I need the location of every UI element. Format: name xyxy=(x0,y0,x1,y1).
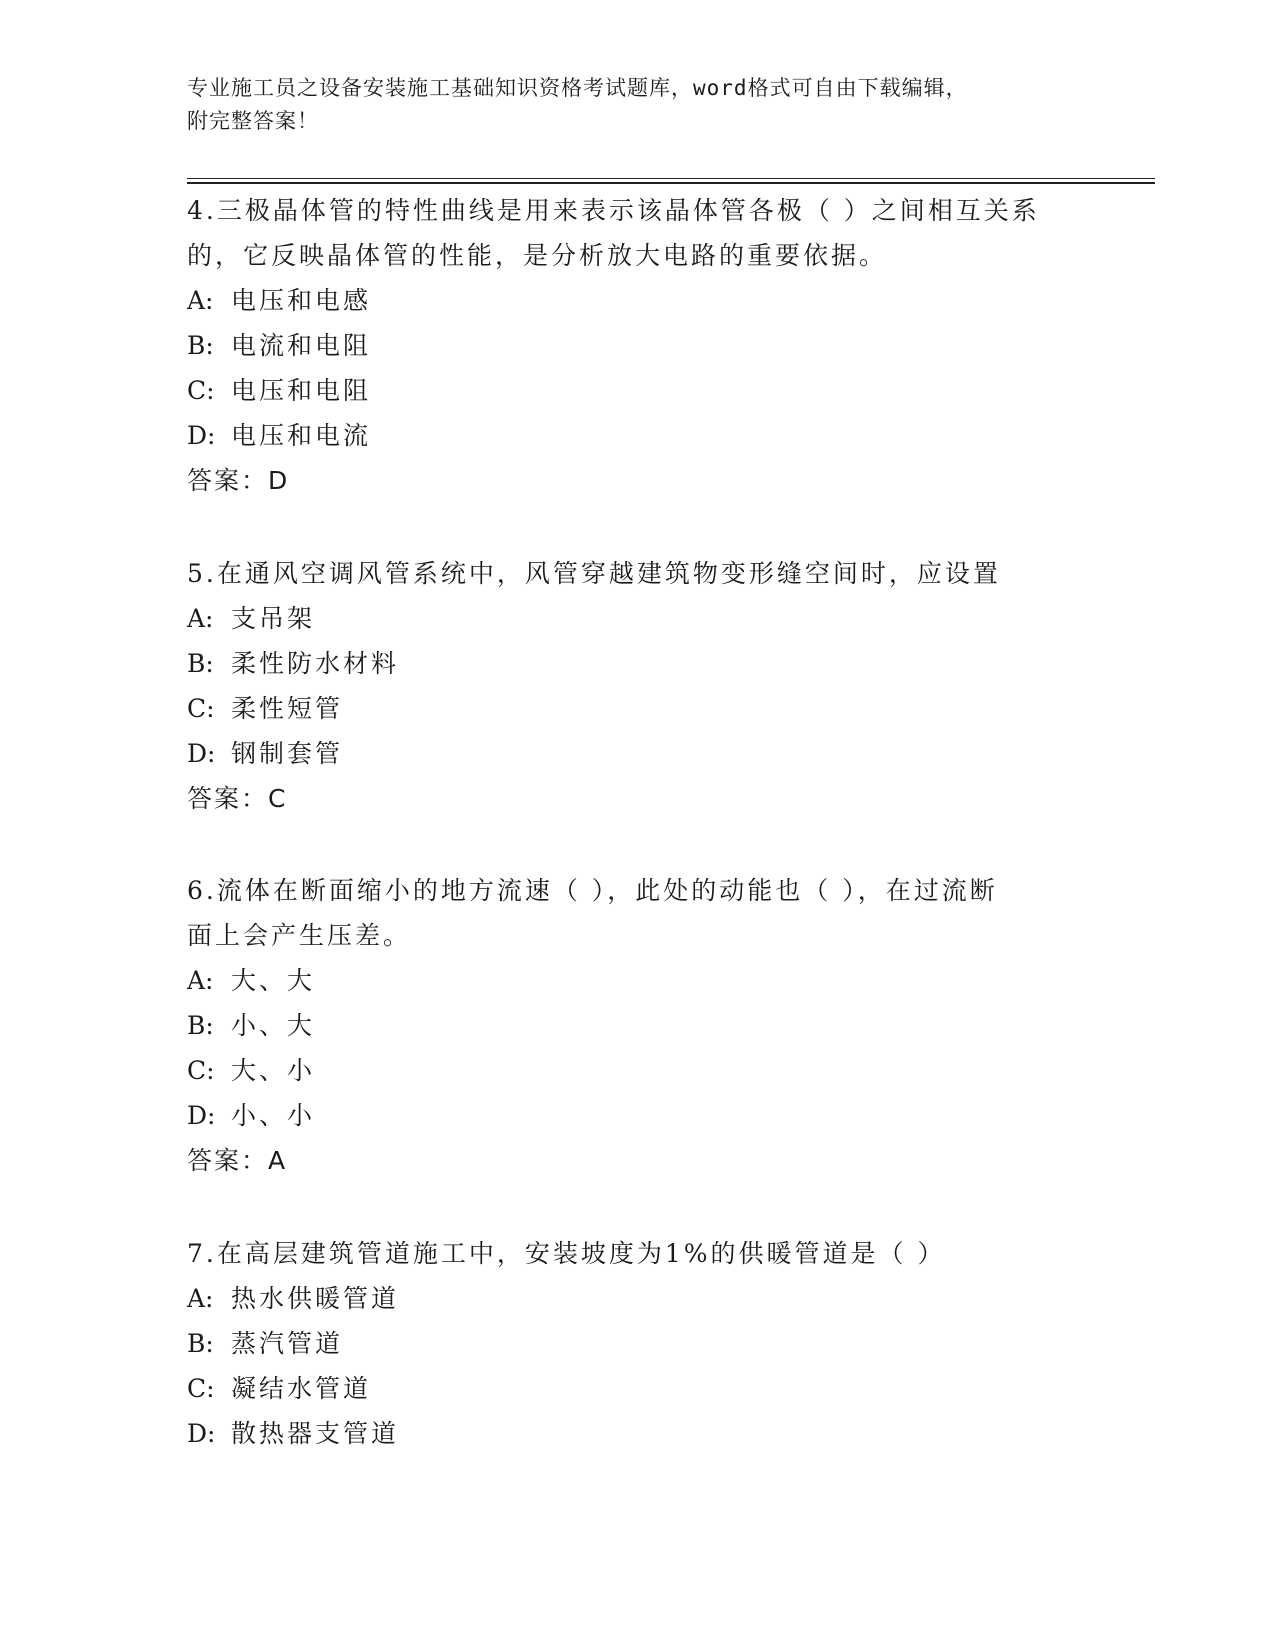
question-stem-line: 面上会产生压差。 xyxy=(187,921,412,950)
option-text: 电压和电感 xyxy=(231,286,372,315)
question-6 xyxy=(187,868,1087,1183)
question-stem-line: 6.流体在断面缩小的地方流速（ ），此处的动能也（ ），在过流断 xyxy=(187,876,998,905)
answer-line: 答案：A xyxy=(187,1146,288,1175)
option-letter: A: xyxy=(187,966,214,995)
option-d xyxy=(187,1093,1087,1138)
option-letter: D: xyxy=(187,1419,216,1448)
option-text: 散热器支管道 xyxy=(231,1419,400,1448)
option-letter: C: xyxy=(187,694,215,723)
document-header xyxy=(187,72,1067,138)
header-line-1: 专业施工员之设备安装施工基础知识资格考试题库，word格式可自由下载编辑， xyxy=(187,76,968,100)
option-a xyxy=(187,1276,1087,1321)
answer-line: 答案：D xyxy=(187,466,290,495)
option-text: 钢制套管 xyxy=(231,739,344,768)
option-letter: A: xyxy=(187,286,214,315)
question-4 xyxy=(187,188,1087,503)
question-stem-line: 的，它反映晶体管的性能，是分析放大电路的重要依据。 xyxy=(187,241,888,270)
option-letter: D: xyxy=(187,739,216,768)
option-text: 电流和电阻 xyxy=(231,331,372,360)
answer-line: 答案：C xyxy=(187,784,288,813)
option-text: 小、大 xyxy=(231,1011,316,1040)
option-letter: A: xyxy=(187,604,214,633)
option-b xyxy=(187,1003,1087,1048)
option-text: 小、小 xyxy=(231,1101,316,1130)
option-text: 大、大 xyxy=(231,966,316,995)
option-letter: B: xyxy=(187,1011,214,1040)
option-text: 柔性短管 xyxy=(231,694,344,723)
option-letter: C: xyxy=(187,1374,215,1403)
option-letter: C: xyxy=(187,1056,215,1085)
option-d xyxy=(187,731,1087,776)
option-letter: A: xyxy=(187,1284,214,1313)
header-divider-thin xyxy=(187,178,1155,179)
option-b xyxy=(187,1321,1087,1366)
question-stem-line: 4.三极晶体管的特性曲线是用来表示该晶体管各极（ ）之间相互关系 xyxy=(187,196,1040,225)
header-line-2: 附完整答案！ xyxy=(187,109,319,133)
option-letter: B: xyxy=(187,1329,214,1358)
option-text: 电压和电流 xyxy=(231,421,372,450)
option-text: 柔性防水材料 xyxy=(231,649,400,678)
option-c xyxy=(187,368,1087,413)
option-letter: C: xyxy=(187,376,215,405)
question-stem-line: 5.在通风空调风管系统中，风管穿越建筑物变形缝空间时，应设置 xyxy=(187,559,1001,588)
option-letter: D: xyxy=(187,421,216,450)
option-b xyxy=(187,323,1087,368)
option-text: 支吊架 xyxy=(231,604,316,633)
option-letter: D: xyxy=(187,1101,216,1130)
option-a xyxy=(187,596,1087,641)
option-b xyxy=(187,641,1087,686)
option-text: 电压和电阻 xyxy=(231,376,372,405)
option-d xyxy=(187,1411,1087,1456)
option-text: 大、小 xyxy=(231,1056,316,1085)
option-text: 蒸汽管道 xyxy=(231,1329,344,1358)
option-text: 凝结水管道 xyxy=(231,1374,372,1403)
option-d xyxy=(187,413,1087,458)
option-a xyxy=(187,958,1087,1003)
question-stem-line: 7.在高层建筑管道施工中，安装坡度为1%的供暖管道是（ ） xyxy=(187,1239,946,1268)
option-a xyxy=(187,278,1087,323)
option-letter: B: xyxy=(187,649,214,678)
option-text: 热水供暖管道 xyxy=(231,1284,400,1313)
question-7 xyxy=(187,1231,1087,1456)
option-c xyxy=(187,686,1087,731)
option-c xyxy=(187,1366,1087,1411)
question-5 xyxy=(187,551,1087,821)
header-divider-thick xyxy=(187,182,1155,184)
option-c xyxy=(187,1048,1087,1093)
option-letter: B: xyxy=(187,331,214,360)
